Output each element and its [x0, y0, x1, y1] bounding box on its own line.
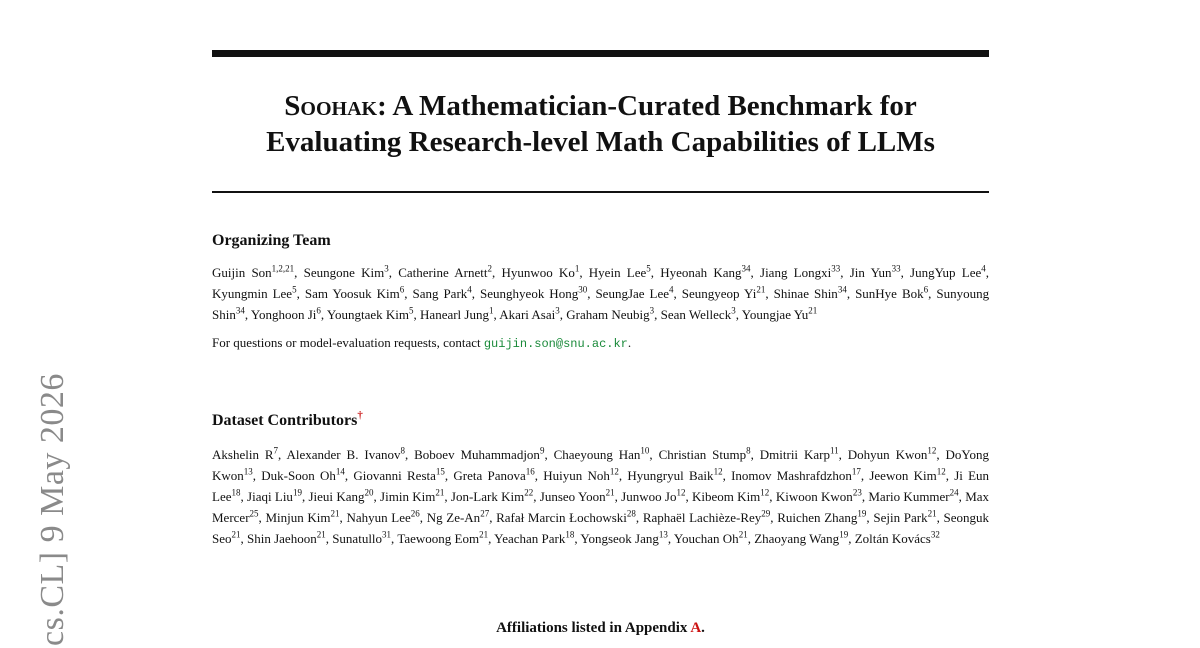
author-name: Dmitrii Karp: [759, 447, 830, 462]
affiliation-marker[interactable]: 3: [649, 305, 655, 316]
author-name: SeungJae Lee: [595, 286, 670, 301]
affiliation-marker[interactable]: 1,2,21: [271, 263, 295, 274]
author-name: Sunyoung Shin: [212, 286, 990, 322]
author-name: Chaeyoung Han: [553, 447, 641, 462]
author-name: Huiyun Noh: [543, 468, 610, 483]
affiliation-marker[interactable]: 34: [837, 284, 847, 295]
contact-email-link[interactable]: guijin.son@snu.ac.kr: [483, 337, 628, 351]
author-name: Dohyun Kwon: [847, 447, 928, 462]
affiliation-marker[interactable]: 19: [292, 487, 302, 498]
affiliation-marker[interactable]: 33: [831, 263, 841, 274]
affiliations-note: [212, 620, 989, 637]
author-name: Kibeom Kim: [692, 489, 761, 504]
author-name: Sunatullo: [332, 531, 383, 546]
contact-line: [212, 332, 989, 355]
author-name: Sang Park: [412, 286, 468, 301]
author-name: Duk-Soon Oh: [261, 468, 336, 483]
author-name: Youngtaek Kim: [326, 307, 410, 322]
affiliation-marker[interactable]: 32: [930, 529, 940, 540]
author-name: Hyeonah Kang: [660, 265, 742, 280]
affiliation-marker[interactable]: 11: [829, 445, 839, 456]
author-name: Junwoo Jo: [621, 489, 677, 504]
affiliation-marker[interactable]: 5: [292, 284, 297, 295]
affiliation-marker[interactable]: 8: [746, 445, 751, 456]
affiliation-marker[interactable]: 19: [857, 508, 867, 519]
affiliation-marker[interactable]: 10: [640, 445, 650, 456]
dagger-footnote-link[interactable]: †: [357, 409, 363, 422]
affiliation-marker[interactable]: 30: [578, 284, 588, 295]
author-name: SunHye Bok: [855, 286, 924, 301]
author-name: Jiaqi Liu: [247, 489, 293, 504]
contributors-heading: [212, 409, 989, 430]
title-line1: : A Mathematician-Curated Benchmark for: [377, 90, 917, 122]
affiliation-marker[interactable]: 4: [981, 263, 986, 274]
author-name: Nahyun Lee: [346, 510, 411, 525]
affiliation-marker[interactable]: 9: [539, 445, 545, 456]
author-name: Kyungmin Lee: [212, 286, 293, 301]
author-name: Jimin Kim: [380, 489, 436, 504]
affiliation-marker[interactable]: 12: [676, 487, 686, 498]
affiliation-marker[interactable]: 21: [435, 487, 445, 498]
affiliation-marker[interactable]: 21: [330, 508, 340, 519]
affiliation-marker[interactable]: 21: [316, 529, 326, 540]
title-bottom-rule: [212, 191, 989, 193]
author-name: Hyunwoo Ko: [501, 265, 575, 280]
author-name: Jeewon Kim: [869, 468, 937, 483]
affiliation-marker[interactable]: 17: [851, 466, 861, 477]
author-name: Youngjae Yu: [741, 307, 809, 322]
affiliation-marker[interactable]: 3: [555, 305, 560, 316]
author-name: Zhaoyang Wang: [754, 531, 840, 546]
author-name: Jon-Lark Kim: [450, 489, 525, 504]
author-name: Junseo Yoon: [539, 489, 606, 504]
title-smallcaps: Soohak: [284, 90, 378, 122]
affiliation-marker[interactable]: 1: [574, 263, 580, 274]
affiliation-marker[interactable]: 13: [658, 529, 668, 540]
author-name: Jieui Kang: [308, 489, 365, 504]
contributors-heading-text: Dataset Contributors: [212, 412, 358, 429]
contributors-author-list: Akshelin $R^7$, Alexander B. Ivanov$^8$, Boboev Muhammadjon$^9$, Chaeyoung Han$^{10}$, Christian Stump$^8$, Dmitrii Karp$^{11}$, Dohyun Kwon$^{12}$, DoYong Kwon$^{13}$, Duk-Soon Oh$^{14}$, Giovanni Resta$^{15}$, Greta Panova$^{16}$, Huiyun Noh$^{12}$, Hyungryul Baik$^{12}$, Inomov Mashrafdzhon$^{17}$, Jeewon Kim$^{12}$, Ji Eun Lee$^{18}$, Jiaqi Liu$^{19}$, Jieui Kang$^{20}$, Jimin Kim$^{21}$, Jon-Lark Kim$^{22}$, Junseo Yoon$^{21}$, Junwoo Jo$^{12}$, Kibeom Kim$^{12}$, Kiwoon Kwon$^{23}$, Mario Kummer$^{24}$, Max Mercer$^{25}$, Minjun Kim$^{21}$, Nahyun Lee$^{26}$, Ng Ze-An$^{27}$, Rafał Marcin Łochowski$^{28}$, Raphaël Lachièze-Rey$^{29}$, Ruichen Zhang$^{19}$, Sejin Park$^{21}$, Seonguk Seo$^{21}$, Shin Jaehoon$^{21}$, Sunatullo$^{31}$, Taewoong Eom$^{21}$, Yeachan Park$^{18}$, Yongseok Jang$^{13}$, Youchan Oh$^{21}$, Zhaoyang Wang$^{19}$, Zoltán Kovács$^{32}$: [212, 445, 990, 546]
author-name: Akshelin R: [212, 447, 274, 462]
author-name: Rafał Marcin Łochowski: [496, 510, 627, 525]
contact-end: .: [627, 335, 632, 350]
author-name: Boboev Muhammadjon: [414, 447, 540, 462]
affiliation-marker[interactable]: 21: [927, 508, 937, 519]
author-name: Seunghyeok Hong: [480, 286, 579, 301]
affiliation-marker[interactable]: 4: [467, 284, 472, 295]
affiliation-marker[interactable]: 21: [479, 529, 489, 540]
author-name: Raphaël Lachièze-Rey: [642, 510, 762, 525]
affiliation-marker[interactable]: 21: [738, 529, 748, 540]
affiliation-marker[interactable]: 8: [400, 445, 405, 456]
affiliation-marker[interactable]: 19: [839, 529, 849, 540]
affiliation-marker[interactable]: 14: [335, 466, 345, 477]
affiliation-marker[interactable]: 24: [949, 487, 959, 498]
author-name: Sejin Park: [873, 510, 928, 525]
author-name: Catherine Arnett: [398, 265, 488, 280]
contact-text: For questions or model-evaluation requests, contact: [212, 335, 484, 350]
author-name: Jiang Longxi: [760, 265, 832, 280]
affiliation-marker[interactable]: 22: [524, 487, 534, 498]
affiliation-marker[interactable]: 12: [609, 466, 619, 477]
author-name: Yonghoon Ji: [250, 307, 317, 322]
affiliation-marker[interactable]: 6: [316, 305, 321, 316]
organizing-section: [212, 232, 989, 355]
affiliation-marker[interactable]: 4: [669, 284, 674, 295]
author-name: Hanearl Jung: [420, 307, 489, 322]
affiliation-marker[interactable]: 20: [364, 487, 374, 498]
affiliation-marker[interactable]: 5: [646, 263, 651, 274]
affiliation-marker[interactable]: 21: [808, 305, 818, 316]
affiliation-marker[interactable]: 5: [409, 305, 414, 316]
author-name: Max Mercer: [212, 489, 990, 525]
affiliation-marker[interactable]: 1: [488, 305, 494, 316]
author-name: Yeachan Park: [494, 531, 566, 546]
author-name: Hyein Lee: [588, 265, 647, 280]
affiliation-marker[interactable]: 6: [399, 284, 405, 295]
author-name: Seonguk Seo: [212, 510, 989, 546]
affiliation-marker[interactable]: 33: [891, 263, 901, 274]
author-name: Ji Eun Lee: [212, 468, 990, 504]
author-name: Greta Panova: [453, 468, 526, 483]
author-name: Zoltán Kovács: [854, 531, 931, 546]
affiliation-marker[interactable]: 26: [410, 508, 420, 519]
author-name: Sean Welleck: [660, 307, 732, 322]
affiliation-marker[interactable]: 12: [760, 487, 770, 498]
affiliation-marker[interactable]: 28: [626, 508, 636, 519]
affiliation-marker[interactable]: 23: [852, 487, 862, 498]
affiliation-marker[interactable]: 29: [761, 508, 771, 519]
author-name: Seungone Kim: [303, 265, 385, 280]
author-name: Hyungryul Baik: [627, 468, 714, 483]
affiliation-marker[interactable]: 3: [731, 305, 736, 316]
contributors-section: [212, 409, 990, 549]
author-name: Akari Asai: [499, 307, 556, 322]
author-name: Mario Kummer: [868, 489, 950, 504]
affiliation-marker[interactable]: 13: [243, 466, 253, 477]
author-name: Sam Yoosuk Kim: [304, 286, 400, 301]
affiliation-marker[interactable]: 27: [480, 508, 490, 519]
author-name: Shinae Shin: [773, 286, 838, 301]
affiliation-marker[interactable]: 21: [231, 529, 241, 540]
author-name: Guijin Son: [212, 265, 272, 280]
appendix-link[interactable]: A: [690, 620, 702, 636]
affiliation-marker[interactable]: 34: [235, 305, 245, 316]
author-name: Inomov Mashrafdzhon: [731, 468, 852, 483]
affiliation-marker[interactable]: 21: [756, 284, 766, 295]
affiliation-marker[interactable]: 6: [923, 284, 929, 295]
affiliation-marker[interactable]: 18: [231, 487, 241, 498]
author-name: Yongseok Jang: [580, 531, 659, 546]
affiliations-text: Affiliations listed in Appendix: [496, 620, 691, 636]
author-name: DoYong Kwon: [212, 447, 990, 483]
author-name: JungYup Lee: [910, 265, 982, 280]
affiliation-marker[interactable]: 25: [249, 508, 259, 519]
affiliation-marker[interactable]: 12: [713, 466, 723, 477]
author-name: Minjun Kim: [265, 510, 331, 525]
paper-title: [212, 88, 989, 160]
affiliation-marker[interactable]: 12: [927, 445, 937, 456]
affiliation-marker[interactable]: 34: [741, 263, 751, 274]
author-name: Seungyeop Yi: [681, 286, 757, 301]
affiliations-end: .: [701, 620, 705, 636]
author-name: Shin Jaehoon: [247, 531, 317, 546]
author-name: Jin Yun: [849, 265, 892, 280]
affiliation-marker[interactable]: 16: [525, 466, 535, 477]
author-name: Ruichen Zhang: [777, 510, 858, 525]
author-name: Christian Stump: [658, 447, 747, 462]
affiliation-marker[interactable]: 2: [487, 263, 492, 274]
affiliation-marker[interactable]: 15: [435, 466, 445, 477]
affiliation-marker[interactable]: 7: [273, 445, 279, 456]
organizing-author-list: Guijin Son$^{1,2,21}$, Seungone Kim$^3$, Catherine Arnett$^2$, Hyunwoo Ko$^1$, Hyein Lee$^5$, Hyeonah Kang$^{34}$, Jiang Longxi$^{33}$, Jin Yun$^{33}$, JungYup Lee$^4$, Kyungmin Lee$^5$, Sam Yoosuk Kim$^6$, Sang Park$^4$, Seunghyeok Hong$^{30}$, SeungJae Lee$^4$, Seungyeop Yi$^{21}$, Shinae Shin$^{34}$, SunHye Bok$^6$, Sunyoung Shin$^{34}$, Yonghoon Ji$^6$, Youngtaek Kim$^5$, Hanearl Jung$^1$, Akari Asai$^3$, Graham Neubig$^3$, Sean Welleck$^3$, Youngjae Yu$^{21}$: [212, 263, 990, 322]
author-name: Kiwoon Kwon: [775, 489, 853, 504]
arxiv-stamp: cs.CL] 9 May 2026: [34, 373, 71, 646]
author-name: Youchan Oh: [673, 531, 739, 546]
affiliation-marker[interactable]: 21: [605, 487, 615, 498]
affiliation-marker[interactable]: 18: [565, 529, 575, 540]
affiliation-marker[interactable]: 3: [384, 263, 389, 274]
title-line2: Evaluating Research-level Math Capabilities of LLMs: [266, 126, 935, 158]
author-name: Alexander B. Ivanov: [286, 447, 401, 462]
title-top-rule: [212, 50, 989, 57]
author-name: Graham Neubig: [566, 307, 650, 322]
author-name: Giovanni Resta: [353, 468, 436, 483]
affiliation-marker[interactable]: 31: [382, 529, 392, 540]
author-name: Ng Ze-An: [426, 510, 481, 525]
author-name: Taewoong Eom: [397, 531, 480, 546]
affiliation-marker[interactable]: 12: [936, 466, 946, 477]
organizing-heading: Organizing Team: [212, 232, 331, 249]
